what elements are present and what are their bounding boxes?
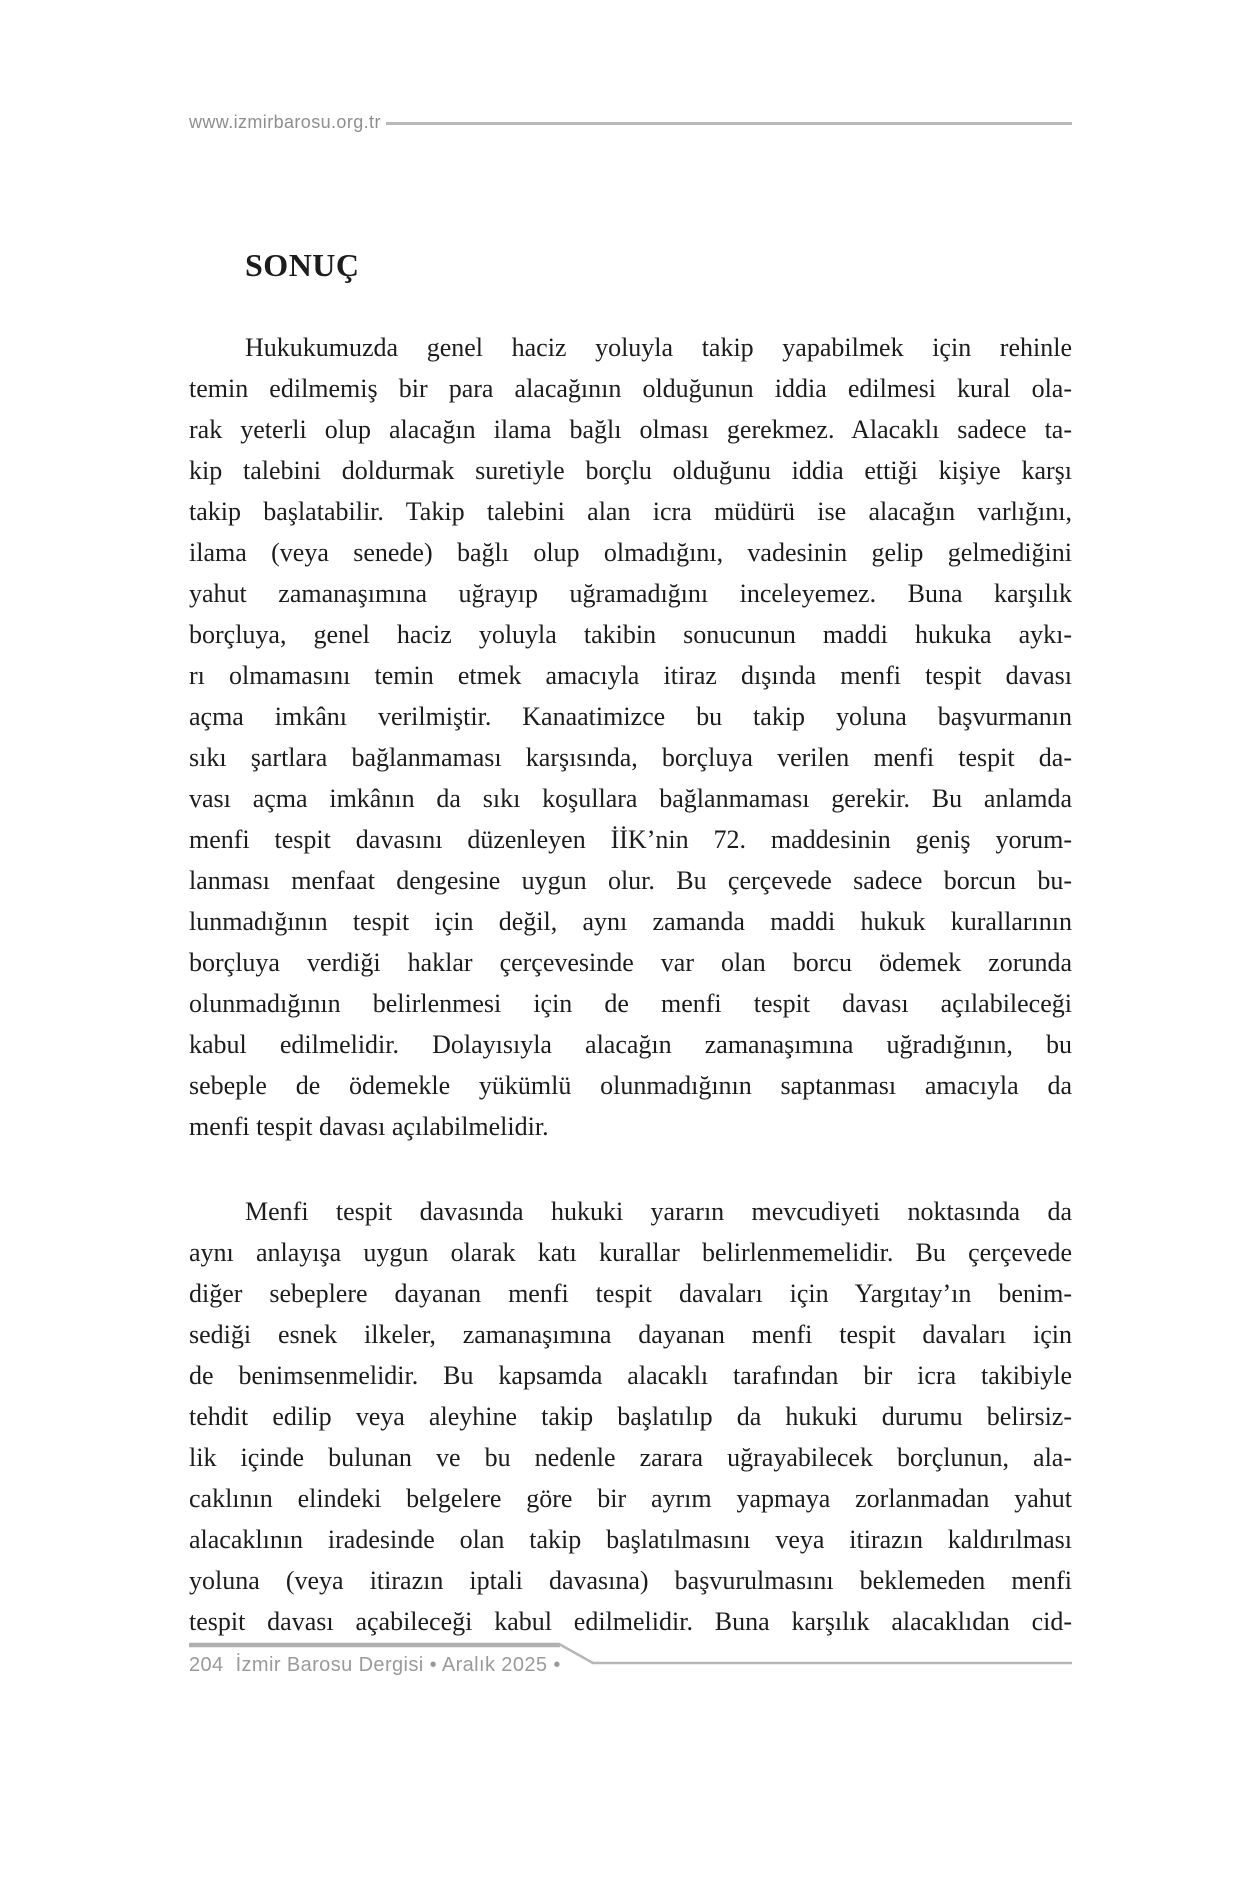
text-line: lanması menfaat dengesine uygun olur. Bu çerçevede sadece borcun bu- (189, 866, 1072, 895)
article-body (189, 327, 1072, 1642)
header-site-url: www.izmirbarosu.org.tr (189, 112, 381, 132)
page-footer (189, 1642, 1072, 1702)
text-line: sıkı şartlara bağlanmaması karşısında, borçluya verilen menfi tespit da- (189, 743, 1072, 772)
text-line: tehdit edilip veya aleyhine takip başlatılıp da hukuki durumu belirsiz- (189, 1402, 1072, 1431)
text-line: olunmadığının belirlenmesi için de menfi tespit davası açılabileceği (189, 989, 1072, 1018)
text-line: borçluya, genel haciz yoluyla takibin sonucunun maddi hukuka aykı- (189, 620, 1072, 649)
text-line: menfi tespit davası açılabilmelidir. (189, 1112, 549, 1141)
text-line: sediği esnek ilkeler, zamanaşımına dayanan menfi tespit davaları için (189, 1320, 1072, 1349)
text-line: kip talebini doldurmak suretiyle borçlu olduğunu iddia ettiği kişiye karşı (189, 456, 1072, 485)
text-line: açma imkânı verilmiştir. Kanaatimizce bu takip yoluna başvurmanın (189, 702, 1072, 731)
text-line: aynı anlayışa uygun olarak katı kurallar belirlenmemelidir. Bu çerçevede (189, 1238, 1072, 1267)
text-line: takip başlatabilir. Takip talebini alan icra müdürü ise alacağın varlığını, (189, 497, 1072, 526)
header-rule (386, 122, 1072, 125)
text-line: Hukukumuzda genel haciz yoluyla takip yapabilmek için rehinle (245, 333, 1072, 362)
text-line: sebeple de ödemekle yükümlü olunmadığının saptanması amacıyla da (189, 1071, 1072, 1100)
text-line: ilama (veya senede) bağlı olup olmadığını, vadesinin gelip gelmediğini (189, 538, 1072, 567)
text-line: temin edilmemiş bir para alacağının olduğunun iddia edilmesi kural ola- (189, 374, 1072, 403)
footer-text (189, 1654, 561, 1677)
text-line: borçluya verdiği haklar çerçevesinde var olan borcu ödemek zorunda (189, 948, 1072, 977)
text-line: tespit davası açabileceği kabul edilmelidir. Buna karşılık alacaklıdan cid- (189, 1607, 1072, 1636)
paragraph (189, 327, 1072, 1147)
text-line: menfi tespit davasını düzenleyen İİK’nin 72. maddesinin geniş yorum- (189, 825, 1072, 854)
text-line: alacaklının iradesinde olan takip başlatılmasını veya itirazın kaldırılması (189, 1525, 1072, 1554)
text-line: yoluna (veya itirazın iptali davasına) başvurulmasını beklemeden menfi (189, 1566, 1072, 1595)
footer-journal-line: İzmir Barosu Dergisi • Aralık 2025 • (235, 1654, 561, 1676)
paragraph (189, 1191, 1072, 1642)
page-header (189, 112, 1072, 133)
section-title: SONUÇ (245, 247, 360, 283)
text-line: rak yeterli olup alacağın ilama bağlı olması gerekmez. Alacaklı sadece ta- (189, 415, 1072, 444)
text-line: Menfi tespit davasında hukuki yararın mevcudiyeti noktasında da (245, 1197, 1072, 1226)
text-line: kabul edilmelidir. Dolayısıyla alacağın zamanaşımına uğradığının, bu (189, 1030, 1072, 1059)
text-line: caklının elindeki belgelere göre bir ayrım yapmaya zorlanmadan yahut (189, 1484, 1072, 1513)
text-line: yahut zamanaşımına uğrayıp uğramadığını inceleyemez. Buna karşılık (189, 579, 1072, 608)
text-line: vası açma imkânın da sıkı koşullara bağlanmaması gerekir. Bu anlamda (189, 784, 1072, 813)
text-line: de benimsenmelidir. Bu kapsamda alacaklı tarafından bir icra takibiyle (189, 1361, 1072, 1390)
footer-page-number: 204 (189, 1654, 224, 1676)
text-line: lunmadığının tespit için değil, aynı zamanda maddi hukuk kurallarının (189, 907, 1072, 936)
text-line: rı olmamasını temin etmek amacıyla itiraz dışında menfi tespit davası (189, 661, 1072, 690)
text-line: lik içinde bulunan ve bu nedenle zarara uğrayabilecek borçlunun, ala- (189, 1443, 1072, 1472)
text-line: diğer sebeplere dayanan menfi tespit davaları için Yargıtay’ın benim- (189, 1279, 1072, 1308)
